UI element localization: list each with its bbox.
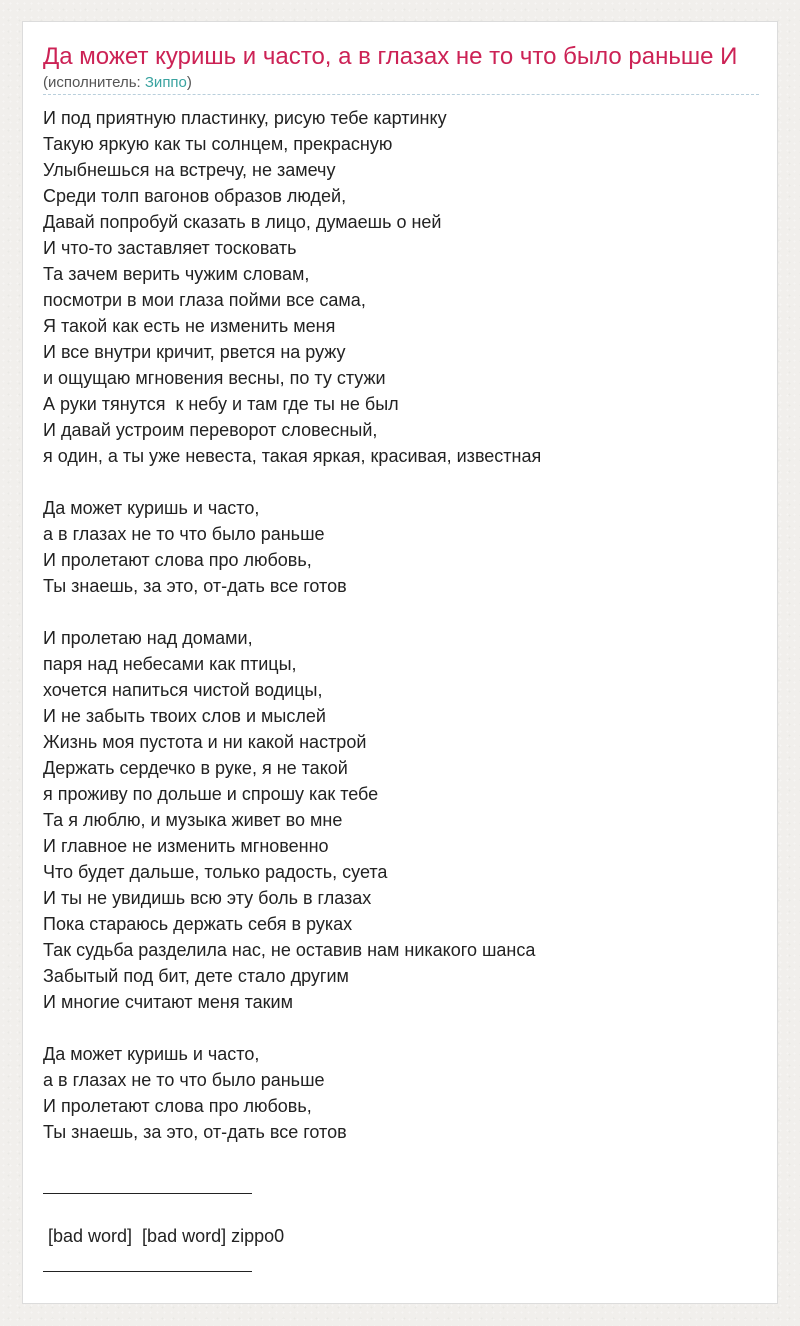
song-title: Да может куришь и часто, а в глазах не то что было раньше И [43, 43, 738, 70]
lyric-line: я проживу по дольше и спрошу как тебе [43, 784, 379, 804]
lyric-line: Забытый под бит, дете стало другим [43, 966, 349, 986]
lyric-line: И не забыть твоих слов и мыслей [43, 706, 326, 726]
lyric-line: а в глазах не то что было раньше [43, 524, 325, 544]
lyric-line: И давай устроим переворот словесный, [43, 420, 378, 440]
lyric-line: И под приятную пластинку, рисую тебе картинку [43, 108, 447, 128]
lyric-line: И что-то заставляет тосковать [43, 238, 297, 258]
lyric-line: Жизнь моя пустота и ни какой настрой [43, 732, 367, 752]
footer-rule-top [43, 1193, 252, 1194]
lyric-line: И пролетаю над домами, [43, 628, 253, 648]
lyric-line: Та я люблю, и музыка живет во мне [43, 810, 343, 830]
lyric-line: я один, а ты уже невеста, такая яркая, красивая, известная [43, 446, 542, 466]
lyric-line: Держать сердечко в руке, я не такой [43, 758, 348, 778]
lyric-line: Пока стараюсь держать себя в руках [43, 914, 353, 934]
lyric-line: Ты знаешь, за это, от-дать все готов [43, 576, 347, 596]
lyric-line: Улыбнешься на встречу, не замечу [43, 160, 336, 180]
lyric-line: И многие считают меня таким [43, 992, 293, 1012]
lyric-line: хочется напиться чистой водицы, [43, 680, 323, 700]
lyric-line: Давай попробуй сказать в лицо, думаешь о ней [43, 212, 442, 232]
lyric-line: Что будет дальше, только радость, суета [43, 862, 388, 882]
lyric-line: посмотри в мои глаза пойми все сама, [43, 290, 366, 310]
lyrics-stanza [43, 495, 541, 599]
footer-note: [bad word] [bad word] zippo0 [48, 1226, 285, 1246]
lyric-line: Среди толп вагонов образов людей, [43, 186, 347, 206]
lyrics-stanza [43, 1041, 541, 1145]
lyric-line: Та зачем верить чужим словам, [43, 264, 310, 284]
lyric-line: А руки тянутся к небу и там где ты не был [43, 394, 399, 414]
lyric-line: и ощущаю мгновения весны, по ту стужи [43, 368, 386, 388]
lyrics-body [43, 105, 541, 1171]
lyric-line: И пролетают слова про любовь, [43, 550, 312, 570]
lyric-line: Такую яркую как ты солнцем, прекрасную [43, 134, 393, 154]
artist-link[interactable]: Зиппо [144, 74, 187, 91]
lyric-line: И пролетают слова про любовь, [43, 1096, 312, 1116]
artist-prefix: (исполнитель: [43, 74, 145, 91]
lyric-line: И все внутри кричит, рвется на ружу [43, 342, 346, 362]
title-divider [43, 94, 759, 95]
lyric-line: Ты знаешь, за это, от-дать все готов [43, 1122, 347, 1142]
lyric-line: И главное не изменить мгновенно [43, 836, 329, 856]
lyric-line: Да может куришь и часто, [43, 1044, 260, 1064]
lyric-line: И ты не увидишь всю эту боль в глазах [43, 888, 372, 908]
lyric-line: Так судьба разделила нас, не оставив нам никакого шанса [43, 940, 536, 960]
artist-suffix: ) [186, 74, 192, 91]
artist-line [43, 73, 192, 93]
lyrics-page [22, 21, 778, 1304]
footer-rule-bottom [43, 1271, 252, 1272]
lyrics-stanza [43, 625, 541, 1015]
lyric-line: паря над небесами как птицы, [43, 654, 297, 674]
lyric-line: Я такой как есть не изменить меня [43, 316, 336, 336]
lyric-line: а в глазах не то что было раньше [43, 1070, 325, 1090]
lyrics-stanza [43, 105, 541, 469]
lyric-line: Да может куришь и часто, [43, 498, 260, 518]
